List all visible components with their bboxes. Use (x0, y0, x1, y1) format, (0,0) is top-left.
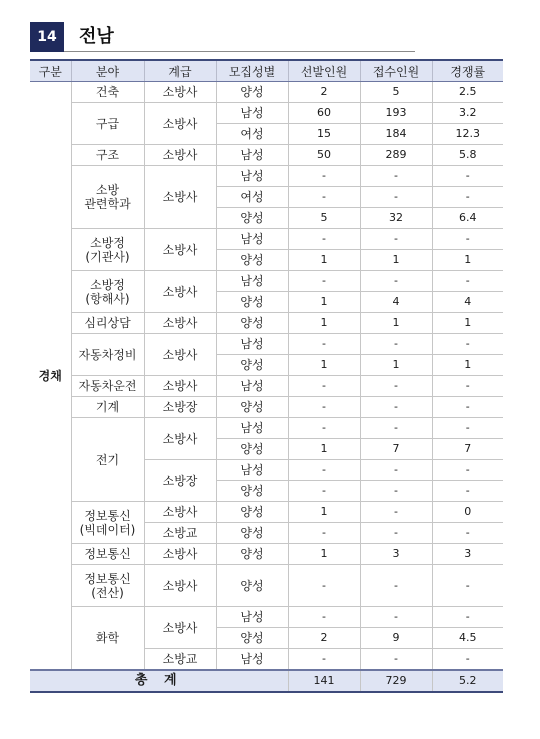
field-name-line: 구조 (95, 148, 120, 162)
ratio-cell: - (432, 460, 503, 481)
applied-cell: 5 (360, 82, 432, 103)
category-cell: 경채 (30, 82, 71, 671)
col-header-selected: 선발인원 (288, 60, 360, 82)
gender-cell: 양성 (216, 208, 288, 229)
gender-cell: 남성 (216, 376, 288, 397)
gender-cell: 양성 (216, 397, 288, 418)
ratio-cell: - (432, 649, 503, 671)
applied-cell: - (360, 334, 432, 355)
ratio-cell: 1 (432, 313, 503, 334)
field-cell (71, 607, 144, 671)
field-name-line: (빅데이터) (79, 522, 136, 537)
ratio-cell: 2.5 (432, 82, 503, 103)
applied-cell: - (360, 187, 432, 208)
applied-cell: 1 (360, 313, 432, 334)
applied-cell: - (360, 649, 432, 671)
ratio-cell: - (432, 565, 503, 607)
table-row (30, 166, 503, 187)
ratio-cell: - (432, 418, 503, 439)
field-name-line: 심리상담 (84, 316, 131, 330)
rank-cell: 소방사 (144, 418, 216, 460)
selected-cell: 2 (288, 82, 360, 103)
selected-cell: - (288, 187, 360, 208)
table-row (30, 397, 503, 418)
gender-cell: 여성 (216, 124, 288, 145)
ratio-cell: - (432, 397, 503, 418)
table-row (30, 334, 503, 355)
gender-cell: 양성 (216, 523, 288, 544)
selected-cell: 15 (288, 124, 360, 145)
table-header-row (30, 60, 503, 82)
field-name-line: 기계 (95, 400, 120, 414)
selected-cell: - (288, 523, 360, 544)
applied-cell: - (360, 271, 432, 292)
ratio-cell: 5.8 (432, 145, 503, 166)
field-name-line: 정보통신 (84, 547, 131, 561)
selected-cell: - (288, 418, 360, 439)
col-header-category: 구분 (30, 60, 71, 82)
header-divider (64, 51, 415, 52)
gender-cell: 양성 (216, 481, 288, 502)
applied-cell: - (360, 376, 432, 397)
ratio-cell: 1 (432, 250, 503, 271)
applied-cell: - (360, 418, 432, 439)
field-cell (71, 229, 144, 271)
table-row (30, 145, 503, 166)
ratio-cell: 1 (432, 355, 503, 376)
applied-cell: - (360, 565, 432, 607)
selected-cell: 5 (288, 208, 360, 229)
selected-cell: 1 (288, 502, 360, 523)
rank-cell: 소방사 (144, 502, 216, 523)
selected-cell: 1 (288, 544, 360, 565)
applied-cell: 1 (360, 250, 432, 271)
field-name-line: 관련학과 (84, 197, 131, 211)
gender-cell: 남성 (216, 103, 288, 124)
selected-cell: - (288, 565, 360, 607)
rank-cell: 소방사 (144, 544, 216, 565)
gender-cell: 남성 (216, 166, 288, 187)
rank-cell: 소방사 (144, 145, 216, 166)
rank-cell: 소방사 (144, 103, 216, 145)
table-row (30, 565, 503, 607)
gender-cell: 양성 (216, 355, 288, 376)
rank-cell: 소방사 (144, 166, 216, 229)
ratio-cell: - (432, 271, 503, 292)
selected-cell: 1 (288, 292, 360, 313)
applied-cell: - (360, 481, 432, 502)
total-selected: 141 (288, 670, 360, 692)
applied-cell: 7 (360, 439, 432, 460)
applied-cell: - (360, 607, 432, 628)
applied-cell: 9 (360, 628, 432, 649)
selected-cell: - (288, 271, 360, 292)
field-name-line: 건축 (95, 85, 120, 99)
ratio-cell: - (432, 229, 503, 250)
field-cell (71, 313, 144, 334)
col-header-applied: 접수인원 (360, 60, 432, 82)
field-name-line: (항해사) (85, 291, 130, 306)
table-row (30, 313, 503, 334)
col-header-gender: 모집성별 (216, 60, 288, 82)
gender-cell: 양성 (216, 565, 288, 607)
selected-cell: - (288, 481, 360, 502)
section-number-badge: 14 (30, 22, 64, 52)
rank-cell: 소방사 (144, 82, 216, 103)
field-name-line: 자동차운전 (78, 379, 137, 393)
rank-cell: 소방사 (144, 229, 216, 271)
selected-cell: - (288, 229, 360, 250)
selected-cell: 1 (288, 439, 360, 460)
ratio-cell: 7 (432, 439, 503, 460)
ratio-cell: - (432, 607, 503, 628)
ratio-cell: - (432, 376, 503, 397)
table-row (30, 271, 503, 292)
rank-cell: 소방사 (144, 607, 216, 649)
ratio-cell: 3.2 (432, 103, 503, 124)
rank-cell: 소방사 (144, 313, 216, 334)
ratio-cell: - (432, 166, 503, 187)
field-name-line: 전기 (95, 452, 120, 467)
gender-cell: 양성 (216, 82, 288, 103)
field-name-line: 자동차정비 (78, 347, 137, 362)
field-name-line: (기관사) (85, 249, 130, 264)
total-row (30, 670, 503, 692)
applied-cell: 184 (360, 124, 432, 145)
field-name-line: 소방정 (90, 235, 125, 250)
rank-cell: 소방사 (144, 334, 216, 376)
field-name-line: 정보통신 (84, 571, 131, 586)
gender-cell: 남성 (216, 418, 288, 439)
field-cell (71, 544, 144, 565)
selected-cell: 1 (288, 313, 360, 334)
gender-cell: 양성 (216, 250, 288, 271)
col-header-ratio: 경쟁률 (432, 60, 503, 82)
field-name-line: 정보통신 (84, 508, 131, 523)
applied-cell: 1 (360, 355, 432, 376)
table-row (30, 82, 503, 103)
applied-cell: - (360, 166, 432, 187)
rank-cell: 소방장 (144, 460, 216, 502)
selected-cell: - (288, 376, 360, 397)
field-name-line: 소방 (95, 183, 120, 197)
applied-cell: 193 (360, 103, 432, 124)
table-row (30, 229, 503, 250)
col-header-rank: 계급 (144, 60, 216, 82)
field-name-line: 화학 (95, 631, 120, 645)
ratio-cell: - (432, 334, 503, 355)
gender-cell: 남성 (216, 145, 288, 166)
table-row (30, 103, 503, 124)
selected-cell: 1 (288, 250, 360, 271)
field-name-line: 구급 (95, 116, 120, 131)
field-cell (71, 145, 144, 166)
selected-cell: - (288, 397, 360, 418)
gender-cell: 양성 (216, 292, 288, 313)
table-body (30, 82, 503, 693)
gender-cell: 양성 (216, 439, 288, 460)
table-row (30, 544, 503, 565)
ratio-cell: 4 (432, 292, 503, 313)
gender-cell: 양성 (216, 628, 288, 649)
selected-cell: - (288, 607, 360, 628)
selected-cell: - (288, 649, 360, 671)
field-cell (71, 418, 144, 502)
field-cell (71, 166, 144, 229)
applied-cell: 4 (360, 292, 432, 313)
total-applied: 729 (360, 670, 432, 692)
applied-cell: - (360, 502, 432, 523)
field-cell (71, 334, 144, 376)
field-cell (71, 376, 144, 397)
selected-cell: - (288, 334, 360, 355)
rank-cell: 소방교 (144, 649, 216, 671)
total-ratio: 5.2 (432, 670, 503, 692)
applied-cell: 289 (360, 145, 432, 166)
gender-cell: 남성 (216, 649, 288, 671)
applied-cell: 3 (360, 544, 432, 565)
gender-cell: 남성 (216, 229, 288, 250)
ratio-cell: 3 (432, 544, 503, 565)
col-header-field: 분야 (71, 60, 144, 82)
rank-cell: 소방사 (144, 565, 216, 607)
applied-cell: - (360, 523, 432, 544)
field-cell (71, 565, 144, 607)
ratio-cell: - (432, 523, 503, 544)
table-row (30, 376, 503, 397)
gender-cell: 양성 (216, 313, 288, 334)
ratio-cell: 4.5 (432, 628, 503, 649)
recruitment-table (30, 59, 503, 693)
field-cell (71, 103, 144, 145)
applied-cell: - (360, 229, 432, 250)
selected-cell: 50 (288, 145, 360, 166)
ratio-cell: - (432, 481, 503, 502)
gender-cell: 여성 (216, 187, 288, 208)
gender-cell: 남성 (216, 607, 288, 628)
ratio-cell: 0 (432, 502, 503, 523)
rank-cell: 소방사 (144, 271, 216, 313)
section-header (30, 22, 415, 52)
field-cell (71, 271, 144, 313)
field-name-line: (전산) (91, 585, 124, 600)
field-cell (71, 502, 144, 544)
gender-cell: 양성 (216, 502, 288, 523)
selected-cell: 1 (288, 355, 360, 376)
applied-cell: 32 (360, 208, 432, 229)
selected-cell: 60 (288, 103, 360, 124)
table-row (30, 502, 503, 523)
ratio-cell: 6.4 (432, 208, 503, 229)
field-cell (71, 397, 144, 418)
field-cell (71, 82, 144, 103)
gender-cell: 남성 (216, 334, 288, 355)
selected-cell: - (288, 166, 360, 187)
gender-cell: 양성 (216, 544, 288, 565)
total-label: 총 계 (30, 670, 288, 692)
selected-cell: - (288, 460, 360, 481)
ratio-cell: 12.3 (432, 124, 503, 145)
rank-cell: 소방장 (144, 397, 216, 418)
applied-cell: - (360, 397, 432, 418)
gender-cell: 남성 (216, 271, 288, 292)
section-title: 전남 (79, 26, 114, 47)
gender-cell: 남성 (216, 460, 288, 481)
rank-cell: 소방교 (144, 523, 216, 544)
table-row (30, 607, 503, 628)
field-name-line: 소방정 (90, 277, 125, 292)
applied-cell: - (360, 460, 432, 481)
ratio-cell: - (432, 187, 503, 208)
selected-cell: 2 (288, 628, 360, 649)
table-row (30, 418, 503, 439)
rank-cell: 소방사 (144, 376, 216, 397)
